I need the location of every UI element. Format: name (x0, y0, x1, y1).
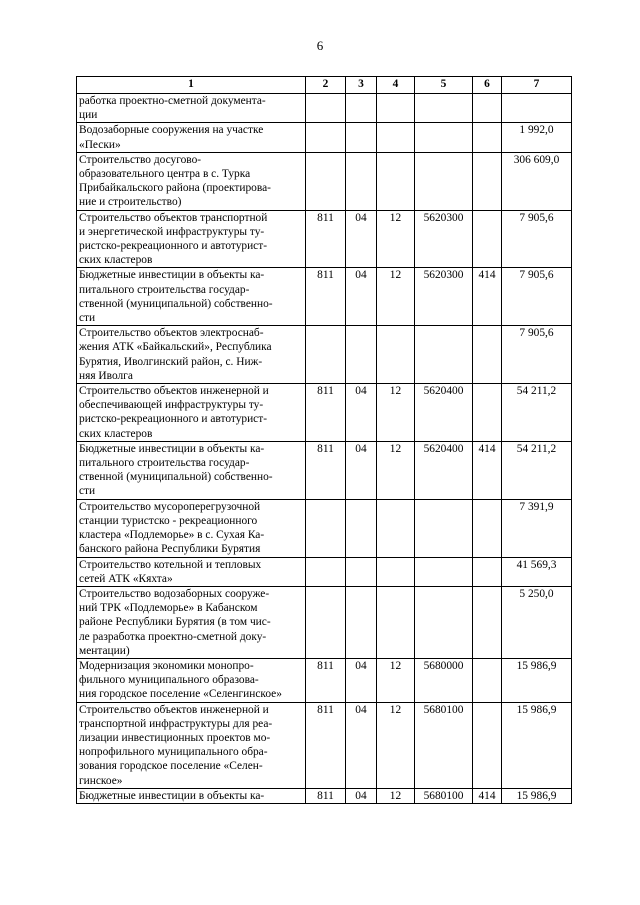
code-5-cell (415, 557, 473, 586)
row-name-line: няя Иволга (79, 369, 133, 382)
code-4-cell: 12 (377, 210, 415, 268)
table-row (77, 658, 572, 702)
code-2-cell: 811 (306, 788, 346, 803)
amount-cell: 7 391,9 (502, 499, 572, 557)
code-2-cell (306, 326, 346, 384)
amount-cell: 7 905,6 (502, 326, 572, 384)
row-name-cell (77, 586, 306, 658)
code-5-cell: 5620400 (415, 441, 473, 499)
row-name-line: Строительство объектов транспортной (79, 211, 268, 224)
table-row (77, 94, 572, 123)
header-col-2: 2 (306, 77, 346, 94)
amount-cell (502, 94, 572, 123)
code-6-cell (473, 94, 502, 123)
row-name-line: транспортной инфраструктуры для реа- (79, 717, 273, 730)
row-name-line: образовательного центра в с. Турка (79, 168, 251, 181)
table-row (77, 326, 572, 384)
table-body (77, 94, 572, 804)
code-2-cell (306, 499, 346, 557)
code-5-cell: 5680100 (415, 788, 473, 803)
amount-cell: 15 986,9 (502, 658, 572, 702)
budget-table (76, 76, 572, 804)
header-col-5: 5 (415, 77, 473, 94)
code-3-cell: 04 (346, 268, 377, 326)
code-4-cell (377, 586, 415, 658)
amount-cell: 54 211,2 (502, 441, 572, 499)
row-name-line: гинское» (79, 774, 123, 787)
table-row (77, 702, 572, 788)
row-name-line: фильного муниципального образова- (79, 674, 259, 687)
code-4-cell (377, 94, 415, 123)
code-2-cell: 811 (306, 441, 346, 499)
code-2-cell: 811 (306, 384, 346, 442)
code-5-cell (415, 94, 473, 123)
row-name-line: сти (79, 485, 96, 498)
row-name-line: Строительство объектов инженерной и (79, 703, 269, 716)
row-name-line: Бурятия, Иволгинский район, с. Ниж- (79, 355, 263, 368)
code-3-cell: 04 (346, 788, 377, 803)
amount-cell: 15 986,9 (502, 702, 572, 788)
code-6-cell (473, 152, 502, 210)
amount-cell: 5 250,0 (502, 586, 572, 658)
row-name-line: питального строительства государ- (79, 457, 250, 470)
table-row (77, 586, 572, 658)
amount-cell: 54 211,2 (502, 384, 572, 442)
row-name-line: ние и строительство) (79, 196, 182, 209)
header-col-1: 1 (77, 77, 306, 94)
row-name-line: ристско-рекреационного и автотурист- (79, 240, 268, 253)
table-row (77, 268, 572, 326)
row-name-line: ментации) (79, 644, 130, 657)
row-name-line: Водозаборные сооружения на участке (79, 124, 264, 137)
row-name-line: ния городское поселение «Селенгинское» (79, 688, 282, 701)
row-name-line: лизации инвестиционных проектов мо- (79, 731, 271, 744)
code-5-cell: 5620300 (415, 210, 473, 268)
code-5-cell (415, 152, 473, 210)
code-4-cell (377, 326, 415, 384)
row-name-line: нопрофильного муниципального обра- (79, 746, 268, 759)
code-4-cell: 12 (377, 384, 415, 442)
amount-cell: 7 905,6 (502, 210, 572, 268)
row-name-cell (77, 441, 306, 499)
code-4-cell: 12 (377, 658, 415, 702)
code-3-cell: 04 (346, 441, 377, 499)
row-name-line: сти (79, 312, 96, 325)
code-2-cell: 811 (306, 268, 346, 326)
row-name-line: жения АТК «Байкальский», Республика (79, 341, 272, 354)
code-6-cell (473, 210, 502, 268)
code-3-cell (346, 586, 377, 658)
row-name-line: работка проектно-сметной документа- (79, 95, 266, 107)
row-name-cell (77, 702, 306, 788)
code-2-cell: 811 (306, 210, 346, 268)
row-name-cell (77, 268, 306, 326)
table-row (77, 384, 572, 442)
code-3-cell (346, 499, 377, 557)
amount-cell: 15 986,9 (502, 788, 572, 803)
row-name-cell (77, 210, 306, 268)
row-name-line: ний ТРК «Подлеморье» в Кабанском (79, 602, 258, 615)
code-6-cell: 414 (473, 268, 502, 326)
code-3-cell: 04 (346, 210, 377, 268)
row-name-line: ских кластеров (79, 254, 153, 267)
row-name-line: станции туристско - рекреационного (79, 514, 258, 527)
code-5-cell: 5620400 (415, 384, 473, 442)
row-name-line: районе Республики Бурятия (в том чис- (79, 616, 271, 629)
row-name-line: Бюджетные инвестиции в объекты ка- (79, 789, 265, 802)
code-5-cell (415, 586, 473, 658)
code-2-cell: 811 (306, 658, 346, 702)
row-name-line: Бюджетные инвестиции в объекты ка- (79, 269, 265, 282)
table-row (77, 152, 572, 210)
code-3-cell: 04 (346, 702, 377, 788)
header-col-7: 7 (502, 77, 572, 94)
amount-cell: 7 905,6 (502, 268, 572, 326)
header-col-3: 3 (346, 77, 377, 94)
row-name-cell (77, 384, 306, 442)
row-name-cell (77, 658, 306, 702)
row-name-line: ских кластеров (79, 427, 153, 440)
row-name-line: Строительство водозаборных сооруже- (79, 587, 270, 600)
row-name-line: Модернизация экономики монопро- (79, 659, 254, 672)
row-name-cell (77, 123, 306, 152)
row-name-line: сетей АТК «Кяхта» (79, 572, 173, 585)
row-name-line: Прибайкальского района (проектирова- (79, 182, 271, 195)
header-col-6: 6 (473, 77, 502, 94)
code-2-cell (306, 123, 346, 152)
code-6-cell (473, 586, 502, 658)
code-4-cell: 12 (377, 702, 415, 788)
code-3-cell: 04 (346, 658, 377, 702)
code-5-cell (415, 499, 473, 557)
header-col-4: 4 (377, 77, 415, 94)
code-2-cell (306, 94, 346, 123)
amount-cell: 41 569,3 (502, 557, 572, 586)
code-3-cell (346, 557, 377, 586)
code-4-cell (377, 123, 415, 152)
row-name-line: ции (79, 109, 98, 122)
code-4-cell: 12 (377, 268, 415, 326)
code-5-cell: 5680100 (415, 702, 473, 788)
code-2-cell (306, 152, 346, 210)
row-name-line: Строительство объектов инженерной и (79, 385, 269, 398)
row-name-line: ственной (муниципальной) собственно- (79, 471, 273, 484)
table-row (77, 441, 572, 499)
header-row (77, 77, 572, 94)
code-4-cell (377, 499, 415, 557)
row-name-line: обеспечивающей инфраструктуры ту- (79, 399, 264, 412)
table-row (77, 123, 572, 152)
code-6-cell (473, 702, 502, 788)
table-row (77, 499, 572, 557)
code-6-cell (473, 499, 502, 557)
table-row (77, 210, 572, 268)
page-number: 6 (316, 38, 324, 53)
code-5-cell: 5680000 (415, 658, 473, 702)
code-4-cell (377, 152, 415, 210)
row-name-line: и энергетической инфраструктуры ту- (79, 225, 265, 238)
row-name-cell (77, 152, 306, 210)
table-row (77, 557, 572, 586)
code-4-cell: 12 (377, 788, 415, 803)
row-name-line: «Пески» (79, 138, 121, 151)
code-3-cell (346, 326, 377, 384)
row-name-cell (77, 326, 306, 384)
code-6-cell (473, 658, 502, 702)
amount-cell: 306 609,0 (502, 152, 572, 210)
row-name-line: питального строительства государ- (79, 283, 250, 296)
row-name-line: зования городское поселение «Селен- (79, 760, 263, 773)
row-name-line: Бюджетные инвестиции в объекты ка- (79, 442, 265, 455)
row-name-line: ристско-рекреационного и автотурист- (79, 413, 268, 426)
row-name-cell (77, 557, 306, 586)
row-name-line: ственной (муниципальной) собственно- (79, 297, 273, 310)
code-4-cell (377, 557, 415, 586)
code-2-cell: 811 (306, 702, 346, 788)
code-5-cell (415, 326, 473, 384)
row-name-cell (77, 499, 306, 557)
code-2-cell (306, 586, 346, 658)
code-3-cell: 04 (346, 384, 377, 442)
code-5-cell (415, 123, 473, 152)
code-3-cell (346, 123, 377, 152)
row-name-line: кластера «Подлеморье» в с. Сухая Ка- (79, 529, 265, 542)
row-name-line: Строительство объектов электроснаб- (79, 327, 264, 340)
code-4-cell: 12 (377, 441, 415, 499)
code-2-cell (306, 557, 346, 586)
code-5-cell: 5620300 (415, 268, 473, 326)
code-6-cell (473, 557, 502, 586)
amount-cell: 1 992,0 (502, 123, 572, 152)
code-3-cell (346, 94, 377, 123)
code-6-cell (473, 123, 502, 152)
row-name-line: Строительство мусороперегрузочной (79, 500, 261, 513)
row-name-line: ле разработка проектно-сметной доку- (79, 630, 267, 643)
code-6-cell (473, 326, 502, 384)
code-6-cell: 414 (473, 788, 502, 803)
row-name-line: Строительство котельной и тепловых (79, 558, 262, 571)
row-name-line: Строительство досугово- (79, 153, 202, 166)
row-name-line: банского района Республики Бурятия (79, 543, 261, 556)
row-name-cell (77, 788, 306, 803)
code-3-cell (346, 152, 377, 210)
code-6-cell (473, 384, 502, 442)
table-row (77, 788, 572, 803)
code-6-cell: 414 (473, 441, 502, 499)
row-name-cell (77, 94, 306, 123)
